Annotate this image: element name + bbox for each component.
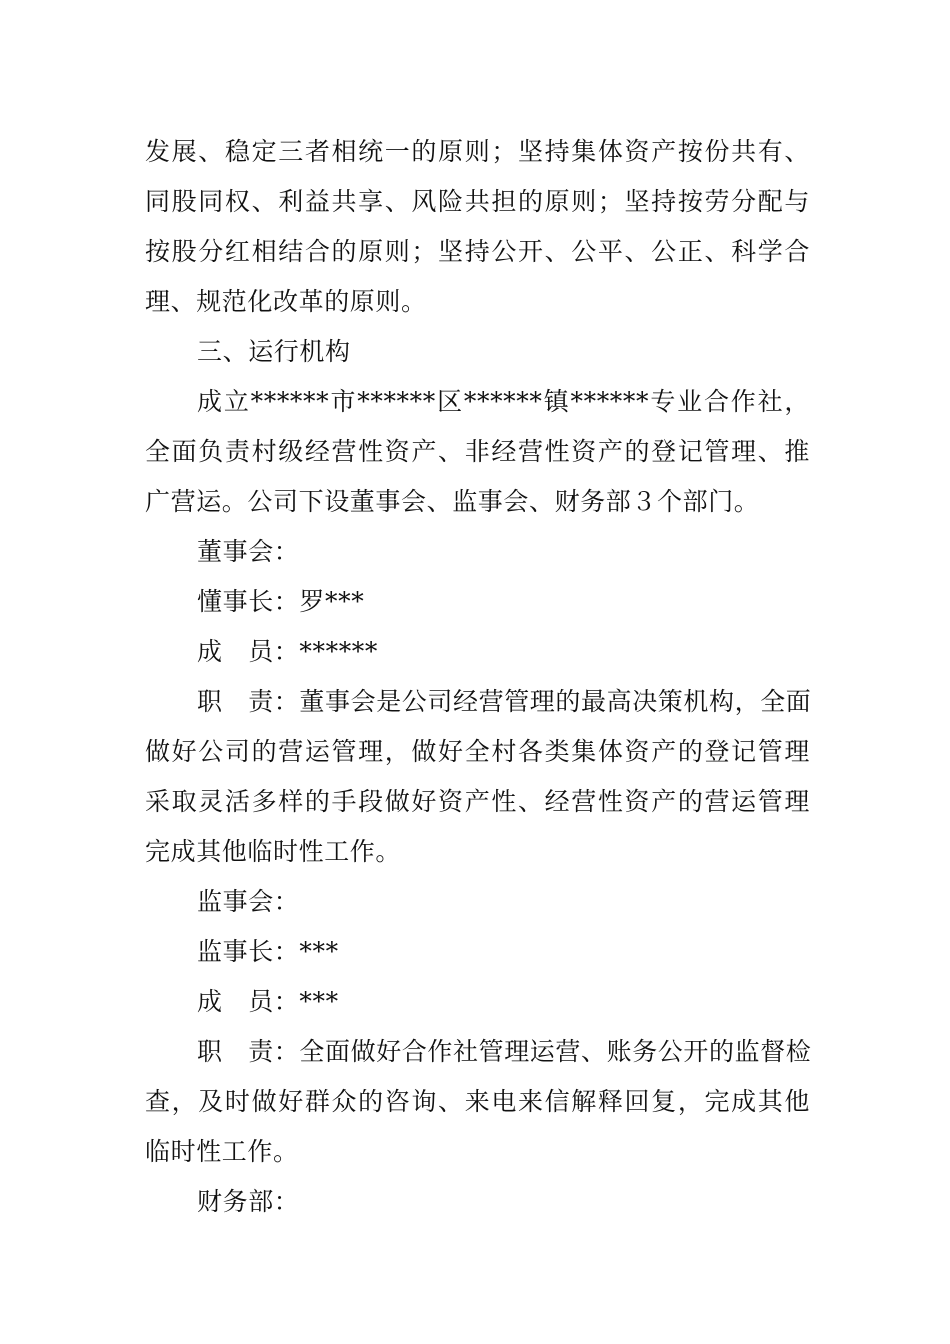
- paragraph-line: 理、规范化改革的原则。: [145, 287, 427, 316]
- board-chairman: 懂事长：罗***: [197, 587, 365, 616]
- paragraph-line: 广营运。公司下设董事会、监事会、财务部３个部门。: [145, 487, 760, 516]
- paragraph-line: 完成其他临时性工作。: [145, 837, 402, 866]
- supervisory-members: 成 员：***: [197, 987, 339, 1016]
- document-body: [145, 127, 810, 1227]
- finance-heading: 财务部：: [197, 1187, 300, 1216]
- paragraph-line: 全面负责村级经营性资产、非经营性资产的登记管理、推: [145, 437, 810, 466]
- paragraph-line: 做好公司的营运管理，做好全村各类集体资产的登记管理: [145, 737, 810, 766]
- board-members: 成 员：******: [197, 637, 379, 666]
- board-heading: 董事会：: [197, 537, 300, 566]
- supervisory-heading: 监事会：: [197, 887, 300, 916]
- paragraph-line: 成立******市******区******镇******专业合作社，: [197, 387, 810, 416]
- supervisory-duties: 职 责：全面做好合作社管理运营、账务公开的监督检: [197, 1037, 812, 1066]
- paragraph-line: 按股分红相结合的原则；坚持公开、公平、公正、科学合: [145, 237, 810, 266]
- paragraph-line: 查，及时做好群众的咨询、来电来信解释回复，完成其他: [145, 1087, 810, 1116]
- board-duties: 职 责：董事会是公司经营管理的最高决策机构，全面: [197, 687, 812, 716]
- supervisory-chairman: 监事长：***: [197, 937, 339, 966]
- section-heading: 三、运行机构: [197, 337, 351, 366]
- paragraph-line: 临时性工作。: [145, 1137, 299, 1166]
- paragraph-line: 同股同权、利益共享、风险共担的原则；坚持按劳分配与: [145, 187, 810, 216]
- paragraph-line: 发展、稳定三者相统一的原则；坚持集体资产按份共有、: [145, 137, 810, 166]
- paragraph-line: 采取灵活多样的手段做好资产性、经营性资产的营运管理: [145, 787, 810, 816]
